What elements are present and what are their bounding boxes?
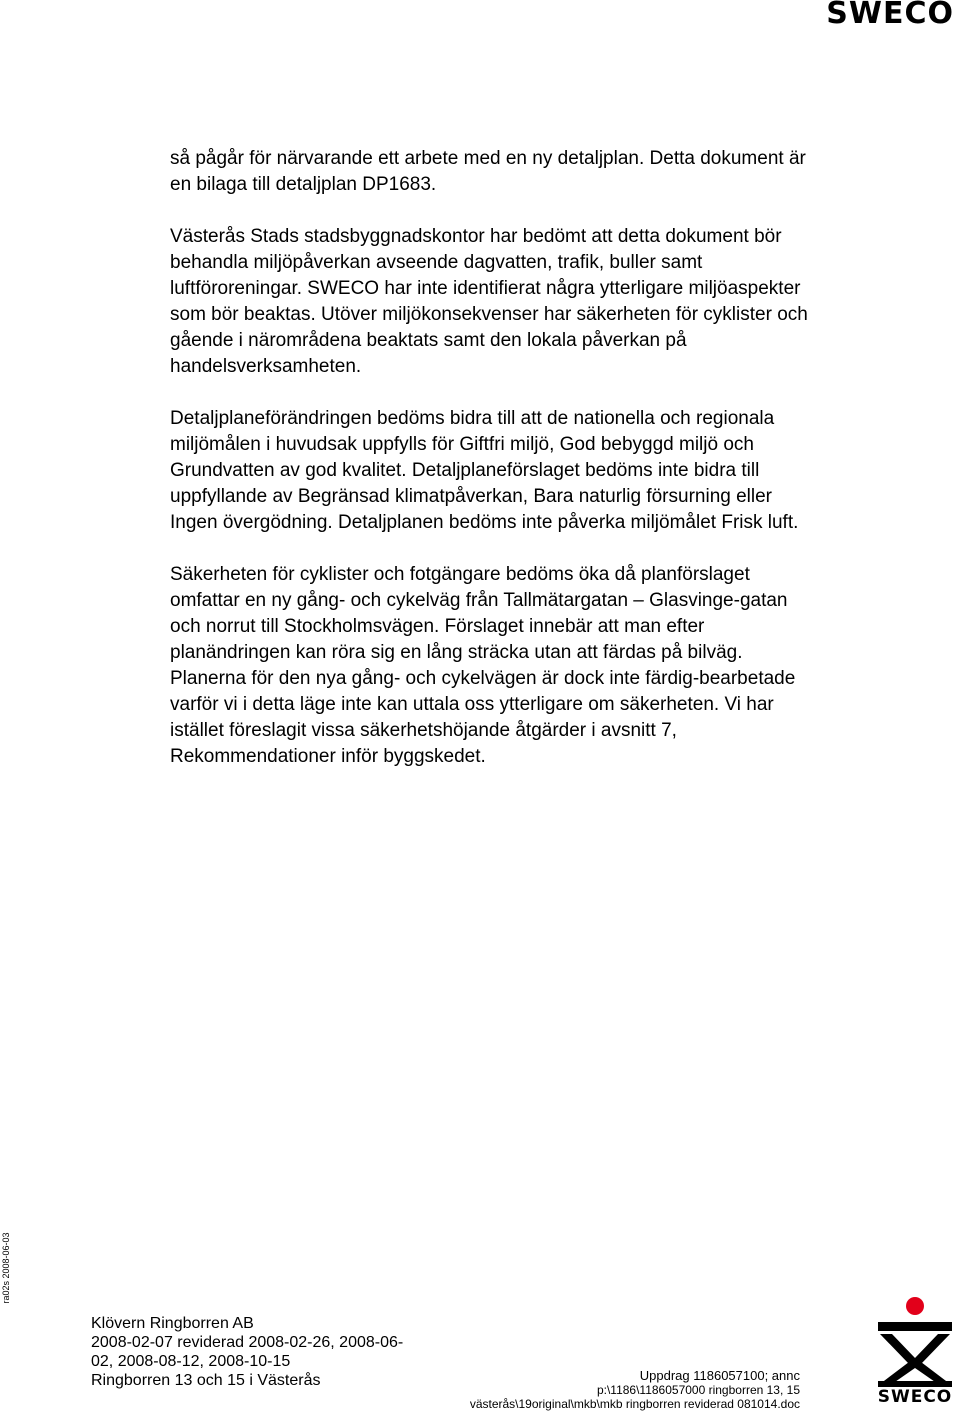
document-body xyxy=(170,146,820,796)
logo-dot xyxy=(906,1297,924,1315)
paragraph-miljoaspekter: Västerås Stads stadsbyggnadskontor har bedömt att detta dokument bör behandla miljöpåverkan avseende dagvatten, trafik, buller samt luftföroreningar. SWECO har inte identifierat några ytterligare miljöaspekter som bör beaktas. Utöver miljökonsekvenser har säkerheten för cyklister och gående i närområdena beaktats samt den lokala påverkan på handelsverksamheten. xyxy=(170,226,808,377)
header-sweco-logo: SWECO xyxy=(826,0,954,31)
footer-client: Klövern Ringborren AB xyxy=(91,1315,254,1332)
paragraph-miljomal: Detaljplaneförändringen bedöms bidra till att de nationella och regionala miljömålen i huvudsak uppfylls för Giftfri miljö, God bebyggd miljö och Grundvatten av god kvalitet. Detaljplaneförslaget bedöms inte bidra till uppfyllande av Begränsad klimatpåverkan, Bara naturlig försurning eller Ingen övergödning. Detaljplanen bedöms inte påverka miljömålet Frisk luft. xyxy=(170,408,799,533)
footer-dates-line1: 2008-02-07 reviderad 2008-02-26, 2008-06- xyxy=(91,1334,404,1351)
paragraph-detaljplan-intro: så pågår för närvarande ett arbete med en ny detaljplan. Detta dokument är en bilaga till detaljplan DP1683. xyxy=(170,148,806,195)
footer-logo-text: SWECO xyxy=(877,1387,953,1407)
footer-file-info xyxy=(470,1369,800,1411)
footer-dates-line2: 02, 2008-08-12, 2008-10-15 xyxy=(91,1353,291,1370)
footer-uppdrag: Uppdrag 1186057100; annc xyxy=(639,1368,800,1383)
footer-path-line1: p:\1186\1186057000 ringborren 13, 15 xyxy=(596,1383,800,1397)
side-template-code xyxy=(0,1232,12,1304)
paragraph-sakerhet: Säkerheten för cyklister och fotgängare bedöms öka då planförslaget omfattar en ny gång- och cykelväg från Tallmätargatan – Glasvinge-gatan och norrut till Stockholmsvägen. Förslaget innebär att man efter planändringen kan röra sig en lång sträcka utan att färdas på bilväg. Planerna för den nya gång- och cykelvägen är dock inte färdig-bearbetade varför vi i detta läge inte kan uttala oss ytterligare om säkerheten. Vi har istället föreslagit vissa säkerhetshöjande åtgärder i avsnitt 7, Rekommendationer inför byggskedet. xyxy=(170,564,796,767)
sweco-logo-symbol xyxy=(874,1296,956,1388)
footer-project: Ringborren 13 och 15 i Västerås xyxy=(91,1372,321,1389)
side-template-code-text: ra02s 2008-06-03 xyxy=(1,1232,11,1304)
sweco-logo-icon xyxy=(874,1296,956,1408)
footer-document-info xyxy=(91,1314,403,1390)
footer-path-line2: västerås\19original\mkb\mkb ringborren reviderad 081014.doc xyxy=(469,1397,800,1411)
